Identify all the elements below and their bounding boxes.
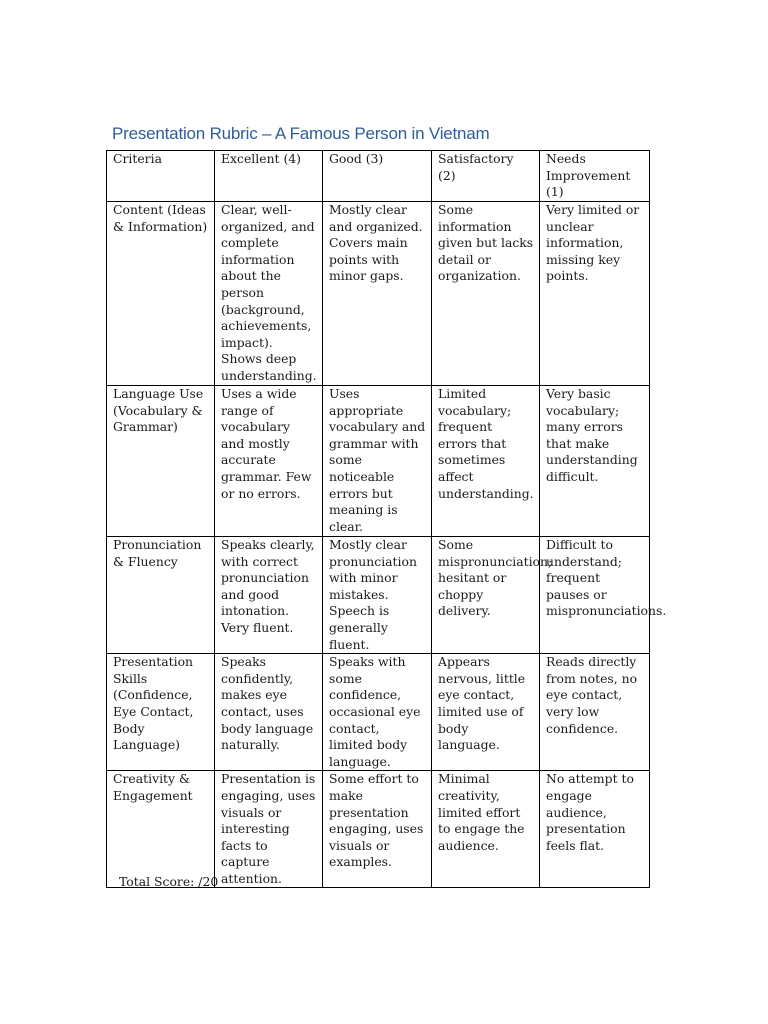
criteria-cell: Language Use (Vocabulary & Grammar) — [107, 386, 215, 537]
criteria-cell: Pronunciation & Fluency — [107, 537, 215, 654]
table-cell: Uses appropriate vocabulary and grammar with some noticeable errors but meaning is clear. — [323, 386, 432, 537]
total-score: Total Score: /20 — [119, 874, 219, 889]
page-title: Presentation Rubric – A Famous Person in Vietnam — [112, 124, 490, 143]
table-cell: No attempt to engage audience, presentation feels flat. — [540, 771, 650, 888]
table-header-row — [107, 151, 650, 202]
table-row — [107, 537, 650, 654]
table-cell: Speaks clearly, with correct pronunciation and good intonation. Very fluent. — [215, 537, 323, 654]
column-header-good: Good (3) — [323, 151, 432, 202]
table-cell: Some mispronunciation; hesitant or choppy delivery. — [432, 537, 540, 654]
rubric-table — [106, 150, 667, 888]
table-row — [107, 771, 650, 888]
table-cell: Difficult to understand; frequent pauses or mispronunciations. — [540, 537, 650, 654]
table-cell: Mostly clear pronunciation with minor mistakes. Speech is generally fluent. — [323, 537, 432, 654]
table-cell: Mostly clear and organized. Covers main points with minor gaps. — [323, 202, 432, 386]
table-row — [107, 386, 650, 537]
column-header-needs-improvement: Needs Improvement (1) — [540, 151, 650, 202]
table-cell: Minimal creativity, limited effort to engage the audience. — [432, 771, 540, 888]
table-cell: Appears nervous, little eye contact, limited use of body language. — [432, 654, 540, 771]
table-cell: Very basic vocabulary; many errors that make understanding difficult. — [540, 386, 650, 537]
table-cell: Some information given but lacks detail or organization. — [432, 202, 540, 386]
criteria-cell: Creativity & Engagement — [107, 771, 215, 888]
table-cell: Reads directly from notes, no eye contact, very low confidence. — [540, 654, 650, 771]
table-cell: Very limited or unclear information, missing key points. — [540, 202, 650, 386]
criteria-cell: Presentation Skills (Confidence, Eye Contact, Body Language) — [107, 654, 215, 771]
table-cell: Speaks confidently, makes eye contact, uses body language naturally. — [215, 654, 323, 771]
column-header-satisfactory: Satisfactory (2) — [432, 151, 540, 202]
table-cell: Some effort to make presentation engaging, uses visuals or examples. — [323, 771, 432, 888]
table-cell: Uses a wide range of vocabulary and mostly accurate grammar. Few or no errors. — [215, 386, 323, 537]
column-header-excellent: Excellent (4) — [215, 151, 323, 202]
table-cell: Limited vocabulary; frequent errors that sometimes affect understanding. — [432, 386, 540, 537]
table-row — [107, 202, 650, 386]
table-cell: Presentation is engaging, uses visuals or interesting facts to capture attention. — [215, 771, 323, 888]
criteria-cell: Content (Ideas & Information) — [107, 202, 215, 386]
column-header-criteria: Criteria — [107, 151, 215, 202]
table-cell: Clear, well-organized, and complete information about the person (background, achievements, impact). Shows deep understanding. — [215, 202, 323, 386]
table-row — [107, 654, 650, 771]
table-cell: Speaks with some confidence, occasional eye contact, limited body language. — [323, 654, 432, 771]
